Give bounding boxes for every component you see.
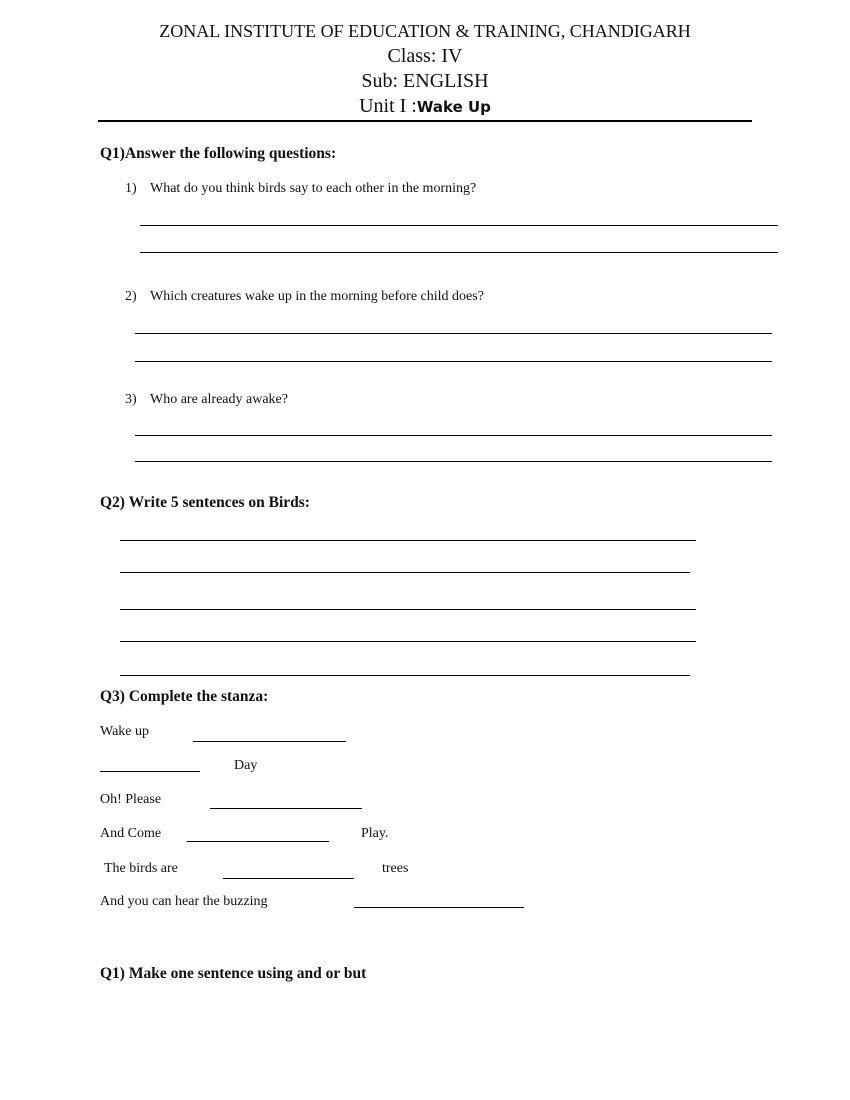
subject-label: Sub: ENGLISH [361, 70, 489, 92]
blank-line[interactable] [187, 841, 329, 842]
stanza-line-3-text: Oh! Please [100, 792, 162, 807]
sentence-line[interactable] [120, 540, 696, 541]
blank-line[interactable] [354, 907, 524, 908]
header-rule [98, 120, 752, 122]
stanza-line-5-end: trees [382, 861, 409, 876]
question-3-text: Who are already awake? [150, 392, 288, 407]
stanza-line-1-text: Wake up [100, 724, 150, 739]
sentence-line[interactable] [120, 641, 696, 642]
answer-line[interactable] [140, 252, 778, 253]
blank-line[interactable] [223, 878, 354, 879]
answer-line[interactable] [135, 461, 772, 462]
institute-name: ZONAL INSTITUTE OF EDUCATION & TRAINING, CHANDIGARH [159, 21, 691, 41]
sentence-line[interactable] [120, 675, 690, 676]
q1-heading: Q1)Answer the following questions: [100, 145, 337, 162]
stanza-line-5-text: The birds are [104, 861, 178, 876]
q3-heading: Q3) Complete the stanza: [100, 688, 269, 705]
blank-line[interactable] [100, 771, 200, 772]
q2-heading: Q2) Write 5 sentences on Birds: [100, 494, 310, 511]
unit-label [0, 95, 850, 118]
question-1-text: What do you think birds say to each other in the morning? [150, 181, 477, 196]
answer-line[interactable] [135, 435, 772, 436]
answer-line[interactable] [135, 333, 772, 334]
stanza-line-4-text: And Come [100, 826, 162, 841]
question-2-text: Which creatures wake up in the morning before child does? [150, 289, 484, 304]
question-3-number: 3) [125, 392, 137, 407]
stanza-line-4-end: Play. [361, 826, 389, 841]
unit-title: Wake Up [416, 98, 491, 116]
stanza-line-6-text: And you can hear the buzzing [100, 894, 268, 909]
sentence-line[interactable] [120, 572, 690, 573]
blank-line[interactable] [193, 741, 346, 742]
blank-line[interactable] [210, 808, 362, 809]
answer-line[interactable] [135, 361, 772, 362]
answer-line[interactable] [140, 225, 778, 226]
unit-prefix: Unit I : [359, 95, 417, 117]
class-label: Class: IV [387, 45, 463, 67]
q4-heading: Q1) Make one sentence using and or but [100, 965, 367, 982]
question-1-number: 1) [125, 181, 137, 196]
question-2-number: 2) [125, 289, 137, 304]
sentence-line[interactable] [120, 609, 696, 610]
stanza-line-2-text: Day [234, 758, 258, 773]
